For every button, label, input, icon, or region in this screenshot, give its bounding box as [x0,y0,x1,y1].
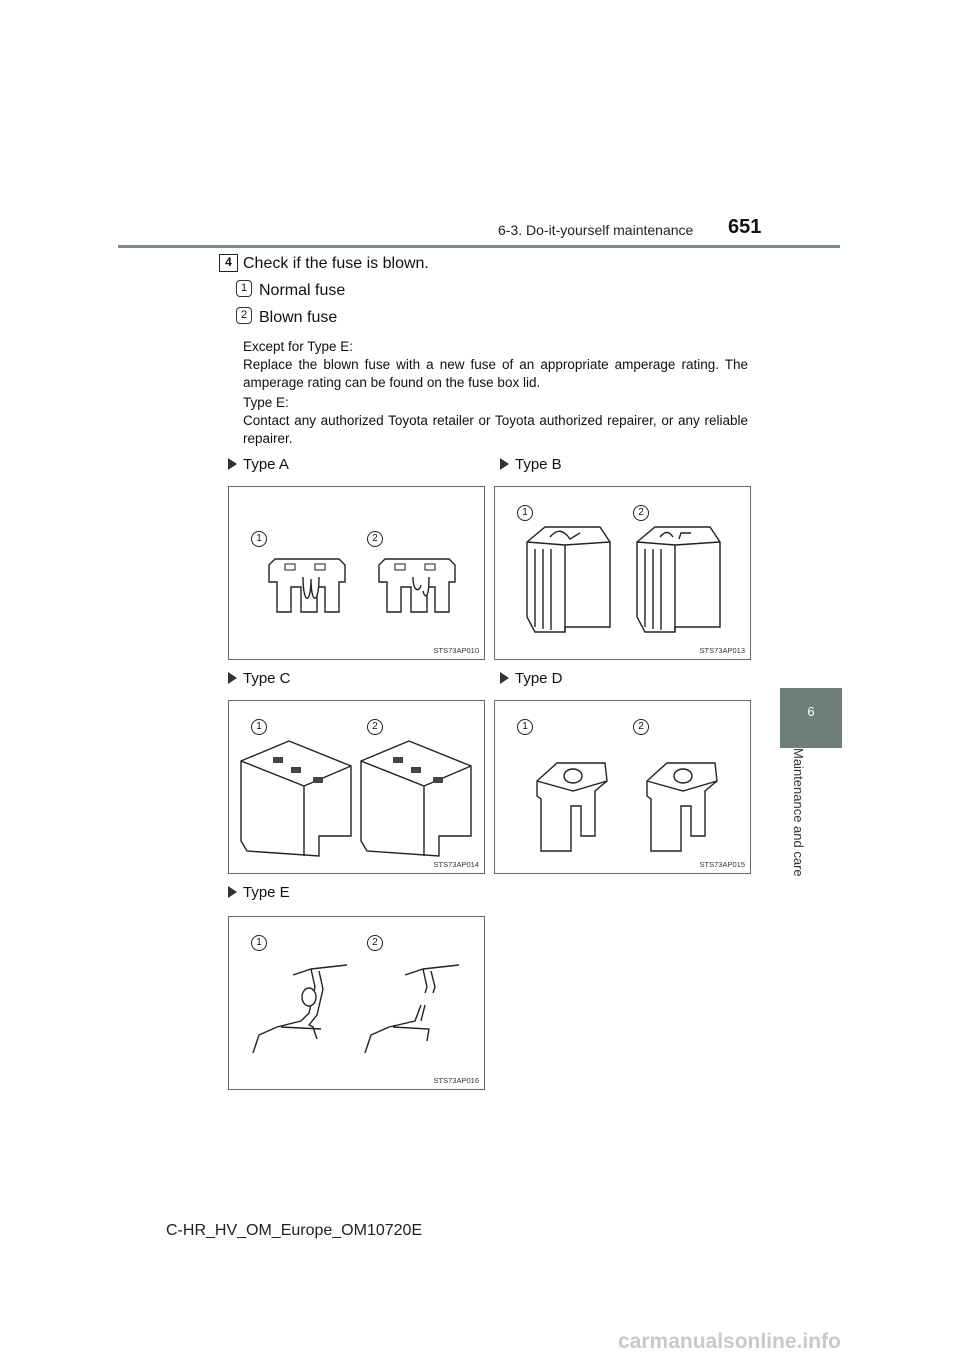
watermark: carmanualsonline.info [618,1330,841,1353]
figure-code: STS73AP014 [433,860,479,869]
step-text: Check if the fuse is blown. [243,255,429,272]
callout-2: 2 [367,531,383,547]
step-number: 4 [219,254,238,272]
figure-type-a [228,486,485,660]
chapter-label-text: Maintenance and care [791,748,806,877]
note-title: Except for Type E: [243,339,354,354]
type-c-label: Type C [228,670,291,687]
bullet-triangle-icon [228,458,237,470]
bullet-triangle-icon [500,458,509,470]
note-block [243,394,748,448]
fuse-type-e-illustration [229,917,486,1091]
callout-1: 1 [517,505,533,521]
note-body: Contact any authorized Toyota retailer or Toyota authorized repairer, or any reliable repairer. [243,413,748,446]
bullet-triangle-icon [228,672,237,684]
note-block [243,338,748,392]
page-number: 651 [728,216,762,238]
figure-code: STS73AP016 [433,1076,479,1085]
type-b-label: Type B [500,456,562,473]
legend-badge: 1 [236,280,252,297]
callout-2: 2 [367,935,383,951]
bullet-triangle-icon [500,672,509,684]
type-d-label: Type D [500,670,563,687]
fuse-type-a-illustration [229,487,486,661]
callout-1: 1 [251,531,267,547]
legend-label: Blown fuse [259,309,338,326]
figure-type-c [228,700,485,874]
chapter-tab: 6 [780,688,842,748]
section-title: 6-3. Do-it-yourself maintenance [498,222,694,238]
bullet-triangle-icon [228,886,237,898]
document-id: C-HR_HV_OM_Europe_OM10720E [166,1222,423,1239]
chapter-label [778,748,810,928]
figure-code: STS73AP010 [433,646,479,655]
figure-type-e [228,916,485,1090]
header-rule [118,245,840,248]
callout-2: 2 [633,719,649,735]
callout-2: 2 [367,719,383,735]
callout-1: 1 [251,935,267,951]
figure-type-d [494,700,751,874]
figure-code: STS73AP015 [699,860,745,869]
fuse-type-c-illustration [229,701,486,875]
type-e-label: Type E [228,884,290,901]
fuse-type-d-illustration [495,701,752,875]
legend-badge: 2 [236,307,252,324]
callout-1: 1 [517,719,533,735]
callout-2: 2 [633,505,649,521]
note-body: Replace the blown fuse with a new fuse of an appropriate amperage rating. The amperage rating can be found on the fuse box lid. [243,357,748,390]
figure-type-b [494,486,751,660]
legend-label: Normal fuse [259,282,346,299]
figure-code: STS73AP013 [699,646,745,655]
callout-1: 1 [251,719,267,735]
fuse-type-b-illustration [495,487,752,661]
type-a-label: Type A [228,456,289,473]
note-title: Type E: [243,395,289,410]
